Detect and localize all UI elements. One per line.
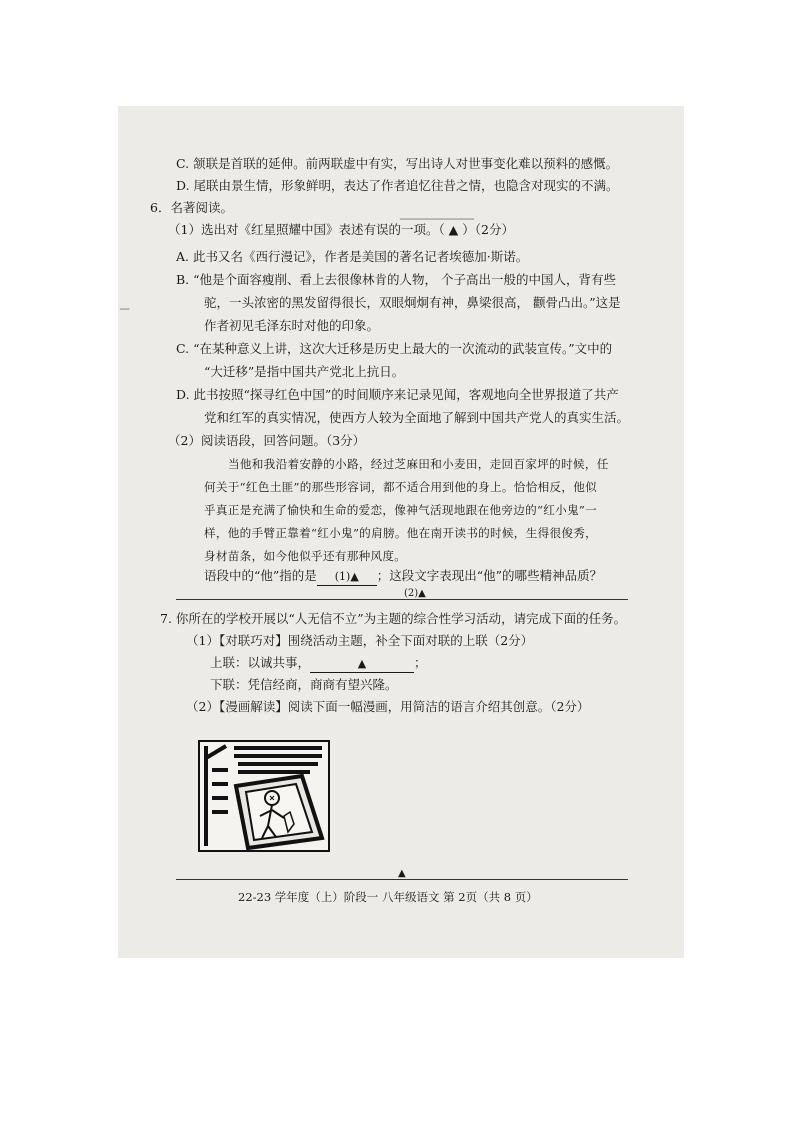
q6-option-c-line2: “大迁移”是指中国共产党北上抗日。 <box>204 364 405 379</box>
q6-question-suffix: ；这段文字表现出“他”的哪些精神品质？ <box>376 568 603 583</box>
q6-part1: （1）选出对《红星照耀中国》表述有误的一项。（ ▲ ）（2分） <box>168 222 514 237</box>
answer-marker[interactable]: ▲ <box>398 868 406 879</box>
page-footer: 22-23 学年度（上）阶段一 八年级语文 第 2页（共 8 页） <box>238 890 538 904</box>
q6-question-prefix: 语段中的“他”指的是 <box>204 568 317 583</box>
bleed-through-mark: ▁ <box>120 296 130 310</box>
q7-part2: （2）【漫画解读】阅读下面一幅漫画，用简洁的语言介绍其创意。（2分） <box>186 699 590 714</box>
q6-question <box>204 568 602 586</box>
q6-option-c-line1: C. “在某种意义上讲，这次大迁移是历史上最大的一次流动的武装宣传。”文中的 <box>176 341 613 356</box>
excerpt-line: 乎真正是充满了愉快和生命的爱恋，像神气活现地跟在他旁边的“红小鬼”一 <box>204 503 598 517</box>
answer-blank-1[interactable]: (1)▲ <box>317 569 377 586</box>
couplet-lower: 下联：凭信经商，商商有望兴隆。 <box>210 677 398 692</box>
excerpt-line: 身材苗条，如今他似乎还有那种风度。 <box>204 549 407 563</box>
answer-blank-2[interactable]: (2)▲ <box>404 588 426 599</box>
couplet-upper-end: ； <box>414 655 427 670</box>
q7-title: 7. 你所在的学校开展以“人无信不立”为主题的综合性学习活动，请完成下面的任务。 <box>160 611 627 626</box>
couplet-upper-label: 上联：以诚共事， <box>210 655 311 670</box>
couplet-upper-blank[interactable]: ▲ <box>310 656 414 673</box>
couplet-upper <box>210 655 427 673</box>
q5-option-c: C. 颔联是首联的延伸。前两联虚中有实，写出诗人对世事变化难以预料的感慨。 <box>176 156 619 171</box>
excerpt-line: 何关于“红色土匪”的那些形容词，都不适合用到他的身上。恰恰相反，他似 <box>204 480 598 494</box>
q7-part1: （1）【对联巧对】围绕活动主题，补全下面对联的上联（2分） <box>186 633 534 648</box>
excerpt-line: 样，他的手臂正靠着“红小鬼”的肩膀。他在南开读书的时候，生得很俊秀， <box>204 526 598 540</box>
q5-option-d: D. 尾联由景生情，形象鲜明，表达了作者追忆往昔之情，也隐含对现实的不满。 <box>176 178 619 193</box>
q6-title: 6．名著阅读。 <box>150 200 233 215</box>
q6-option-b-line2: 驼，一头浓密的黑发留得很长，双眼炯炯有神，鼻梁很高， 颧骨凸出。”这是 <box>204 295 621 310</box>
bleed-through-mark: ▁▁▁▁▁▁▁▁ <box>400 206 474 220</box>
cartoon-illustration <box>198 740 330 852</box>
excerpt-line: 当他和我沿着安静的小路，经过芝麻田和小麦田，走回百家坪的时候，任 <box>228 457 609 471</box>
q6-option-a: A. 此书又名《西行漫记》，作者是美国的著名记者埃德加·斯诺。 <box>176 249 529 264</box>
q6-option-b-line3: 作者初见毛泽东时对他的印象。 <box>204 318 380 333</box>
answer-line <box>176 879 628 880</box>
q6-option-b-line1: B. “他是个面容瘦削、看上去很像林肯的人物， 个子高出一般的中国人，背有些 <box>176 272 616 287</box>
q6-part2: （2）阅读语段，回答问题。（3分） <box>168 433 366 448</box>
answer-line <box>176 599 628 600</box>
q6-option-d-line1: D. 此书按照“探寻红色中国”的时间顺序来记录见闻，客观地向全世界报道了共产 <box>176 387 619 402</box>
q6-option-d-line2: 党和红军的真实情况，使西方人较为全面地了解到中国共产党人的真实生活。 <box>204 410 630 425</box>
